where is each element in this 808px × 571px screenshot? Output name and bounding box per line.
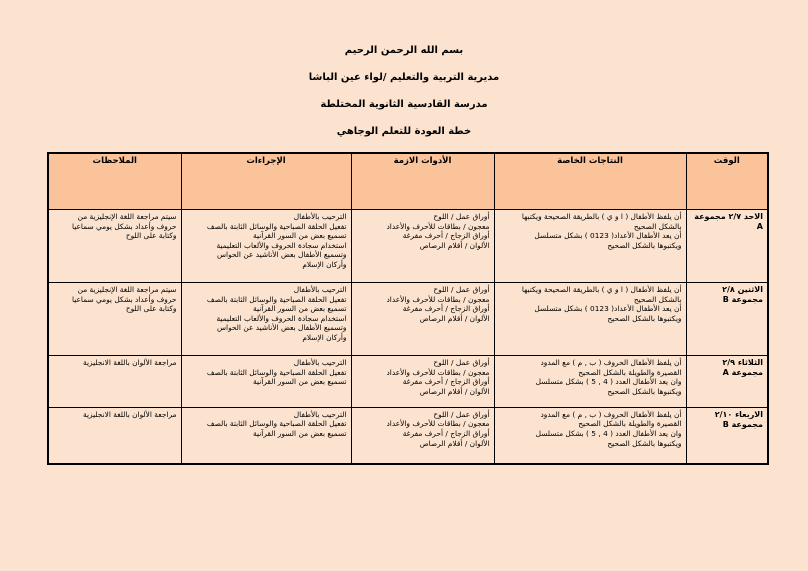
table-header-row (48, 153, 768, 210)
cell-procedures: الترحيب بالأطفال تفعيل الحلقة الصباحية والوسائل الثابتة بالصف تسميع بعض من السور القرآنية استخدام سجادة الحروف والألعاب التعليمية وتسميع الأطفال بعض الأناشيد عن الحواس وأركان الإسلام (181, 283, 351, 356)
cell-outcomes: أن يلفظ الأطفال ( ا و ي ) بالطريقة الصحيحة ويكتبها بالشكل الصحيح أن يعد الأطفال الأعداد( 0123 ) بشكل متسلسل ويكتبوها بالشكل الصحيح (494, 210, 686, 283)
cell-notes: مراجعة الألوان باللغة الانجليزية (48, 356, 181, 408)
basmala: بسم الله الرحمن الرحيم (344, 45, 464, 56)
cell-outcomes: أن يلفظ الأطفال الحروف ( ب , م ) مع المدود القصيرة والطويلة بالشكل الصحيح وان يعد الأطفال العدد ( 4 , 5 ) بشكل متسلسل ويكتبوها بالشكل الصحيح (494, 407, 686, 464)
plan-title: خطة العودة للتعلم الوجاهي (336, 126, 472, 137)
table-row (48, 356, 768, 408)
cell-time: الاربعاء ٢/١٠ مجموعة B (686, 407, 768, 464)
column-header-time: الوقت (686, 153, 768, 210)
column-header-procedures: الإجراءات (181, 153, 351, 210)
table-row (48, 210, 768, 283)
cell-time: الاثنين ٢/٨ مجموعة B (686, 283, 768, 356)
cell-tools: أوراق عمل / اللوح معجون / بطاقات للأحرف والأعداد أوراق الزجاج / أحرف مفرغة الألوان / أقلام الرصاص (351, 407, 494, 464)
cell-notes: سيتم مراجعة اللغة الإنجليزية من حروف وأعداد بشكل يومي سماعيا وكتابة على اللوح (48, 210, 181, 283)
cell-outcomes: أن يلفظ الأطفال الحروف ( ب , م ) مع المدود القصيرة والطويلة بالشكل الصحيح وان يعد الأطفال العدد ( 4 , 5 ) بشكل متسلسل ويكتبوها بالشكل الصحيح (494, 356, 686, 408)
directorate-title: مديرية التربية والتعليم /لواء عين الباشا (308, 72, 500, 83)
column-header-notes: الملاحظات (48, 153, 181, 210)
cell-notes: سيتم مراجعة اللغة الإنجليزية من حروف وأعداد بشكل يومي سماعيا وكتابة على اللوح (48, 283, 181, 356)
plan-table (47, 152, 769, 465)
cell-tools: أوراق عمل / اللوح معجون / بطاقات للأحرف والأعداد أوراق الزجاج / أحرف مفرغة الألوان / أقلام الرصاص (351, 356, 494, 408)
cell-tools: أوراق عمل / اللوح معجون / بطاقات للأحرف والأعداد أوراق الزجاج / أحرف مفرغة الألوان / أقلام الرصاص (351, 283, 494, 356)
cell-notes: مراجعة الألوان باللغة الانجليزية (48, 407, 181, 464)
column-header-outcomes: النتاجات الخاصة (494, 153, 686, 210)
cell-time: الاحد ٢/٧ مجموعة A (686, 210, 768, 283)
table-row (48, 283, 768, 356)
school-title: مدرسة القادسية الثانوية المختلطة (320, 99, 488, 110)
cell-procedures: الترحيب بالأطفال تفعيل الحلقة الصباحية والوسائل الثابتة بالصف تسميع بعض من السور القرآنية (181, 407, 351, 464)
cell-time: الثلاثاء ٢/٩ مجموعة A (686, 356, 768, 408)
column-header-tools: الأدوات الازمة (351, 153, 494, 210)
cell-outcomes: أن يلفظ الأطفال ( ا و ي ) بالطريقة الصحيحة ويكتبها بالشكل الصحيح أن يعد الأطفال الأعداد( 0123 ) بشكل متسلسل ويكتبوها بالشكل الصحيح (494, 283, 686, 356)
cell-tools: أوراق عمل / اللوح معجون / بطاقات للأحرف والأعداد أوراق الزجاج / أحرف مفرغة الألوان / أقلام الرصاص (351, 210, 494, 283)
cell-procedures: الترحيب بالأطفال تفعيل الحلقة الصباحية والوسائل الثابتة بالصف تسميع بعض من السور القرآنية (181, 356, 351, 408)
cell-procedures: الترحيب بالأطفال تفعيل الحلقة الصباحية والوسائل الثابتة بالصف تسميع بعض من السور القرآنية استخدام سجادة الحروف والألعاب التعليمية وتسميع الأطفال بعض الأناشيد عن الحواس وأركان الإسلام (181, 210, 351, 283)
table-row (48, 407, 768, 464)
